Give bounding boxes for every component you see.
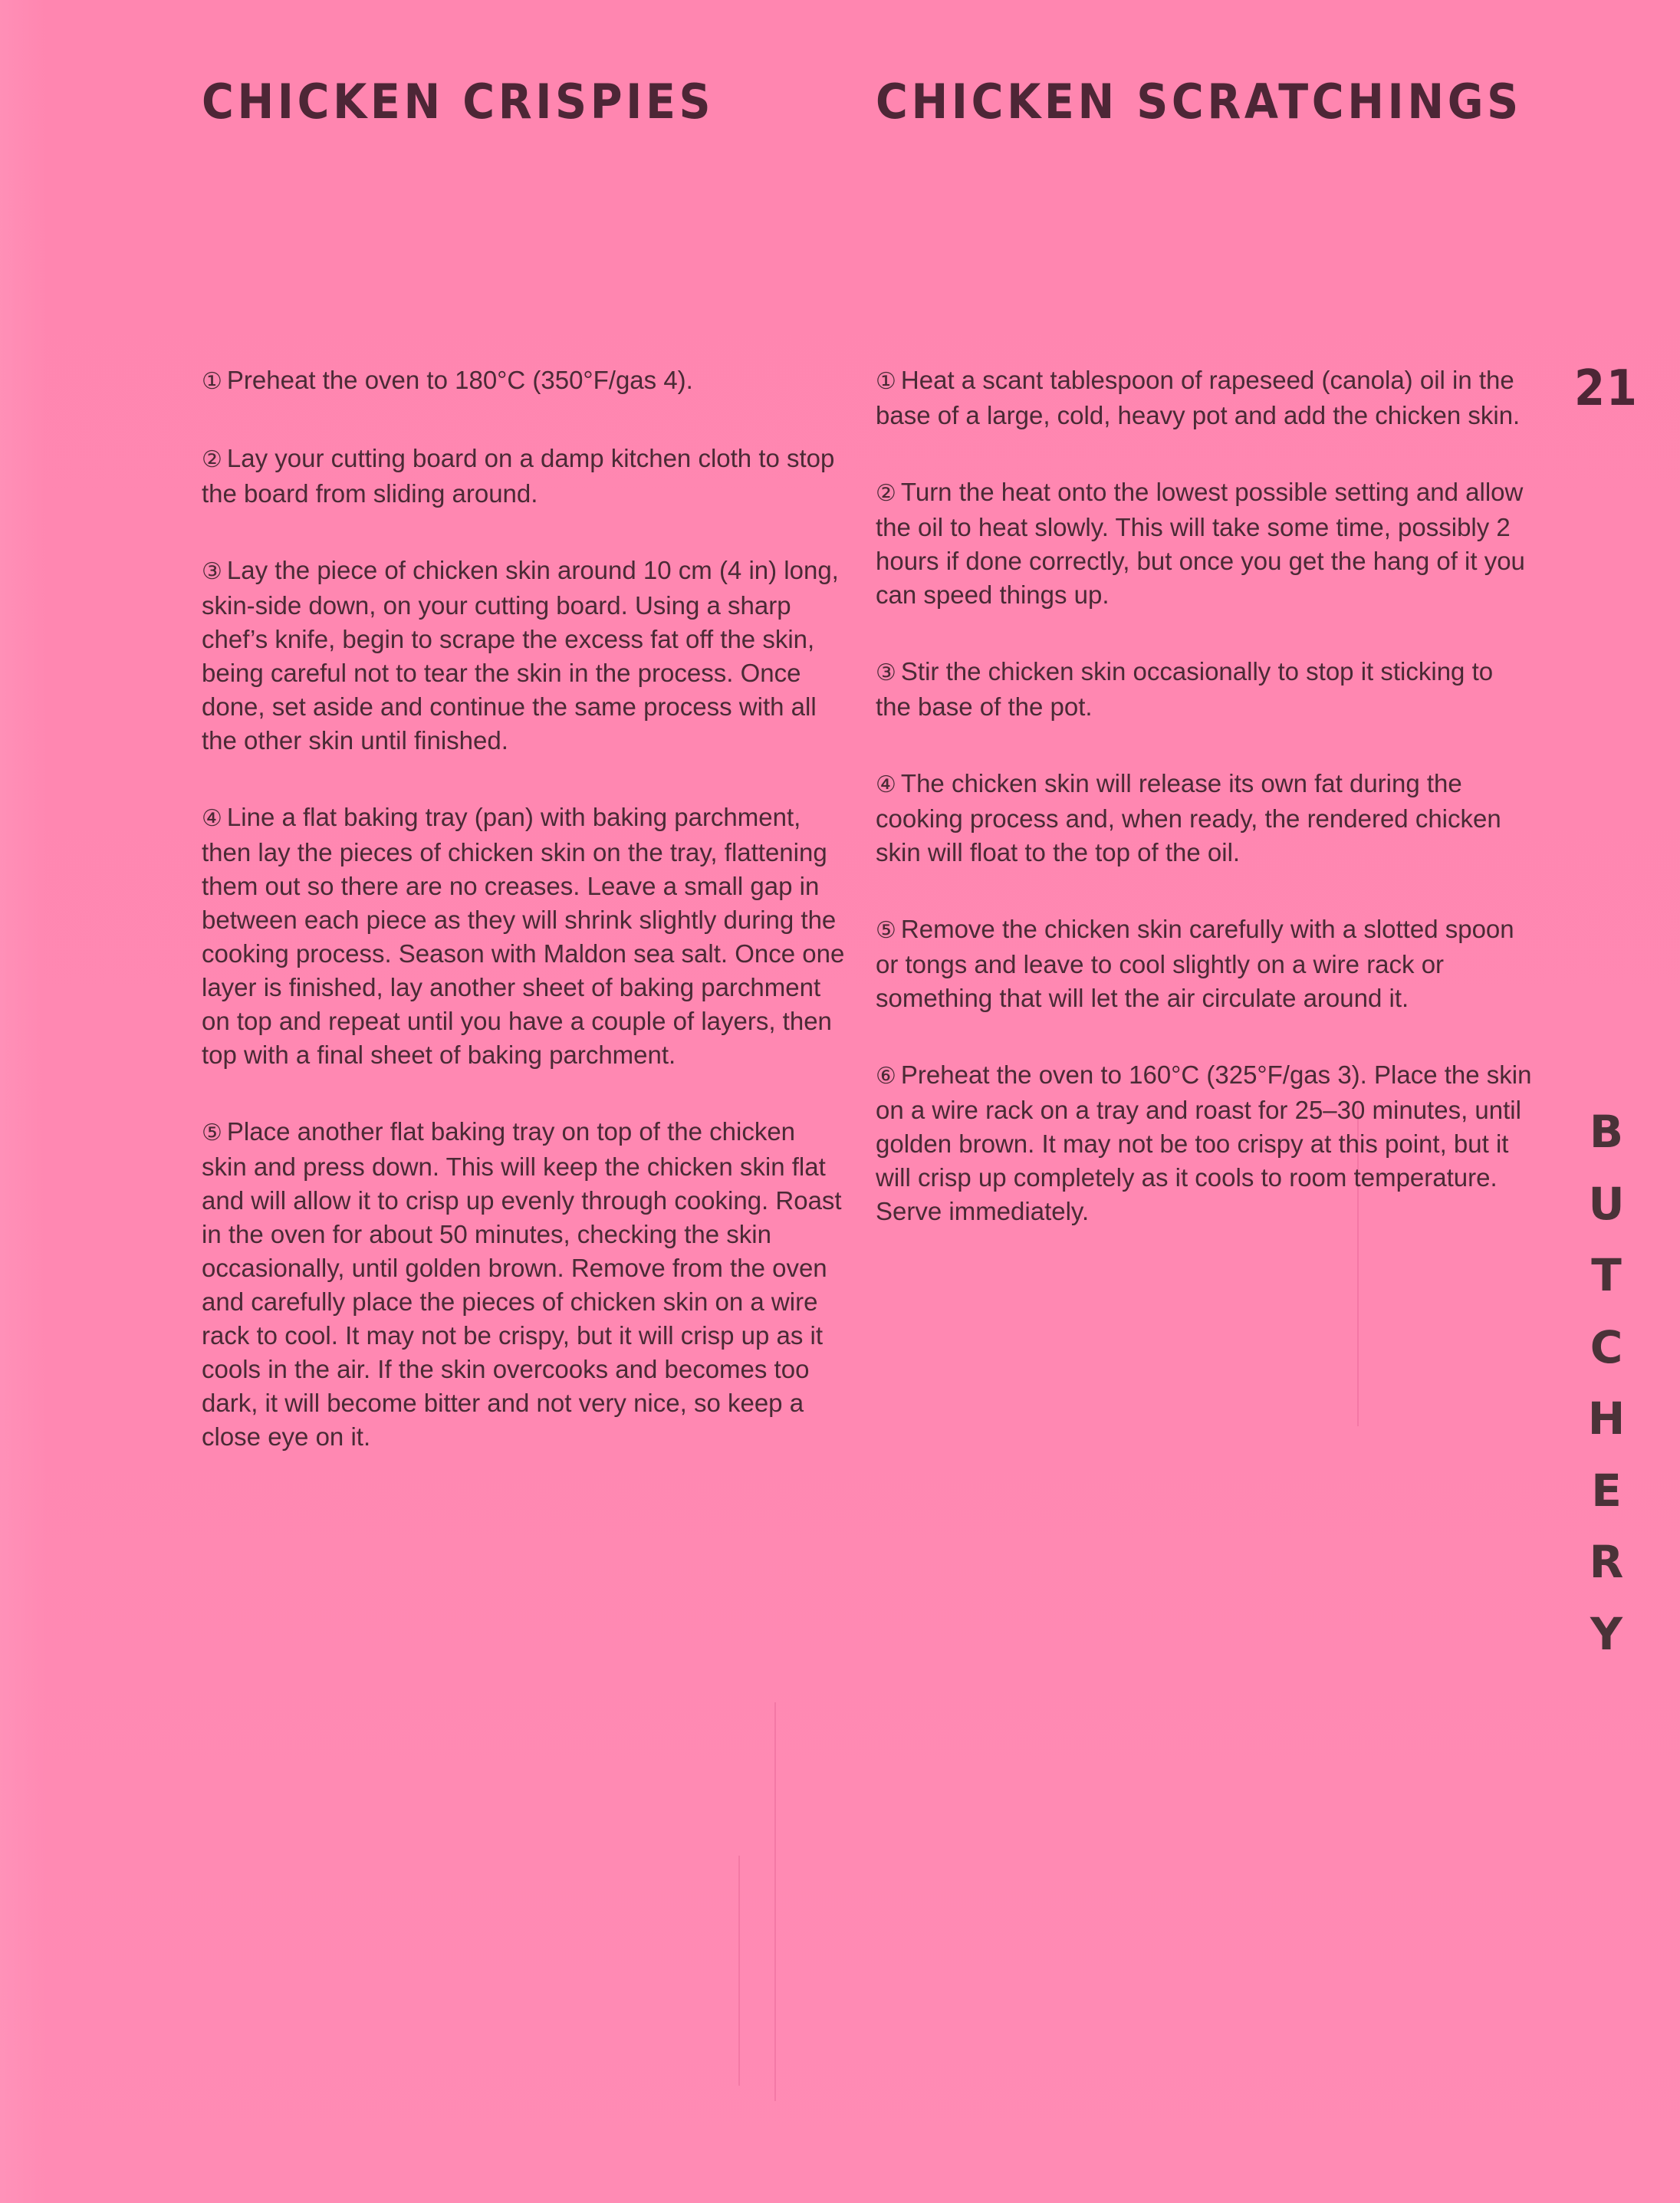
step-number: ① xyxy=(202,368,222,395)
recipe-method-chicken-crispies xyxy=(202,363,846,1497)
step-text: Preheat the oven to 180°C (350°F/gas 4). xyxy=(226,366,693,394)
section-tab-letter: C xyxy=(1590,1320,1623,1373)
method-step xyxy=(876,767,1535,870)
method-step xyxy=(202,363,846,399)
recipe-method-chicken-scratchings xyxy=(876,363,1535,1271)
section-tab-letter: R xyxy=(1589,1536,1624,1588)
paper-crease xyxy=(738,1856,740,2086)
step-text: Remove the chicken skin carefully with a slotted spoon or tongs and leave to cool slightly on a wire rack or something that will let the air circulate around it. xyxy=(876,915,1514,1012)
method-step xyxy=(876,655,1535,724)
method-step xyxy=(202,554,846,758)
page-number: 21 xyxy=(1574,360,1639,417)
step-text: Preheat the oven to 160°C (325°F/gas 3). Place the skin on a wire rack on a tray and roast for 25–30 minutes, until golden brown. It may not be too crispy at this point, but it will crisp up completely as it cools to room temperature. Serve immediately. xyxy=(876,1060,1532,1225)
section-tab-letter: B xyxy=(1589,1106,1624,1158)
method-step xyxy=(876,1058,1535,1228)
method-step xyxy=(202,442,846,511)
step-text: Lay the piece of chicken skin around 10 cm (4 in) long, skin-side down, on your cutting board. Using a sharp chef’s knife, begin to scrape the excess fat off the skin, being careful not to tear the skin in the process. Once done, set aside and continue the same process with all the other skin until finished. xyxy=(202,556,839,755)
step-number: ③ xyxy=(202,558,222,585)
step-text: Line a flat baking tray (pan) with baking parchment, then lay the pieces of chicken skin on the tray, flattening them out so there are no creases. Leave a small gap in between each piece as they will shrink slightly during the cooking process. Season with Maldon sea salt. Once one layer is finished, lay another sheet of baking parchment on top and repeat until you have a couple of layers, then top with a final sheet of baking parchment. xyxy=(202,803,845,1069)
method-step xyxy=(876,475,1535,612)
step-number: ② xyxy=(876,480,896,507)
method-step xyxy=(876,912,1535,1015)
step-text: Heat a scant tablespoon of rapeseed (canola) oil in the base of a large, cold, heavy pot and add the chicken skin. xyxy=(876,366,1521,429)
step-number: ④ xyxy=(202,805,222,832)
section-tab-butchery xyxy=(1580,1097,1633,1670)
step-text: Place another flat baking tray on top of the chicken skin and press down. This will keep the chicken skin flat and will allow it to crisp up evenly through cooking. Roast in the oven for about 50 minutes, checking the skin occasionally, until golden brown. Remove from the oven and carefully place the pieces of chicken skin on a wire rack to cool. It may not be crispy, but it will crisp up as it cools in the air. If the skin overcooks and becomes too dark, it will become bitter and not very nice, so keep a close eye on it. xyxy=(202,1117,842,1451)
step-number: ③ xyxy=(876,659,896,686)
recipe-title-chicken-crispies: CHICKEN CRISPIES xyxy=(202,74,715,130)
paper-crease xyxy=(774,1702,776,2101)
step-number: ② xyxy=(202,446,222,473)
section-tab-letter: U xyxy=(1588,1177,1625,1230)
step-text: Turn the heat onto the lowest possible setting and allow the oil to heat slowly. This will take some time, possibly 2 hours if done correctly, but once you get the hang of it you can speed things up. xyxy=(876,478,1525,609)
method-step xyxy=(202,1115,846,1454)
step-number: ⑤ xyxy=(202,1120,222,1146)
step-text: Lay your cutting board on a damp kitchen cloth to stop the board from sliding around. xyxy=(202,444,835,508)
step-text: Stir the chicken skin occasionally to stop it sticking to the base of the pot. xyxy=(876,657,1494,721)
section-tab-letter: H xyxy=(1587,1392,1626,1445)
recipe-title-chicken-scratchings: CHICKEN SCRATCHINGS xyxy=(876,74,1522,130)
step-number: ⑤ xyxy=(876,917,896,944)
section-tab-letter: T xyxy=(1591,1249,1622,1301)
method-step xyxy=(202,801,846,1072)
step-number: ① xyxy=(876,368,896,395)
section-tab-letter: Y xyxy=(1590,1607,1622,1660)
step-number: ④ xyxy=(876,771,896,798)
method-step xyxy=(876,363,1535,432)
step-text: The chicken skin will release its own fat during the cooking process and, when ready, the rendered chicken skin will float to the top of the oil. xyxy=(876,769,1501,866)
section-tab-letter: E xyxy=(1591,1464,1622,1517)
step-number: ⑥ xyxy=(876,1063,896,1090)
